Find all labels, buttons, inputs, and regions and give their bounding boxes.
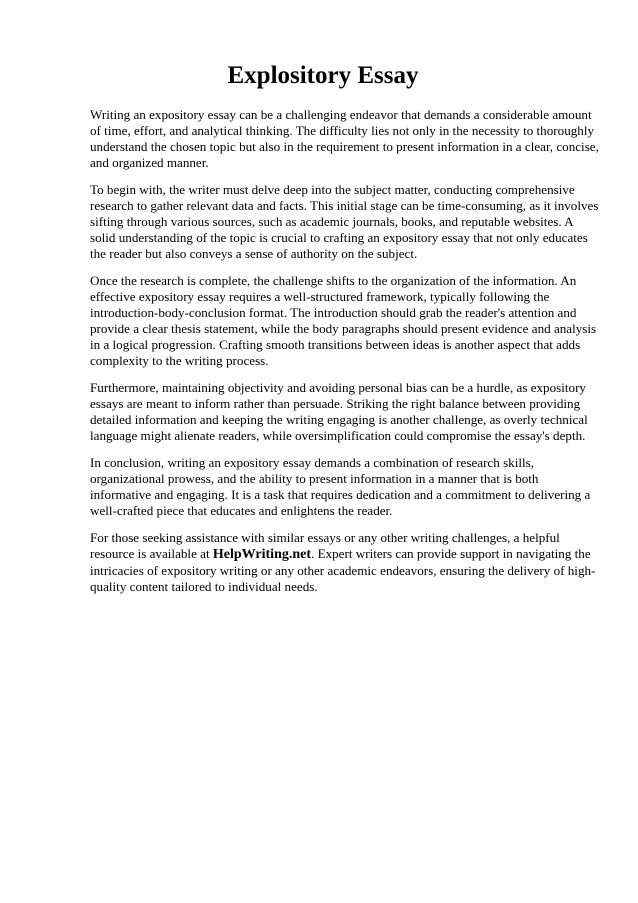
text-line: and organized manner. xyxy=(90,155,209,171)
text-line: provide a clear thesis statement, while the body paragraphs should present evidence and analysis xyxy=(90,321,597,337)
text-line: quality content tailored to individual needs. xyxy=(90,578,318,594)
text-segment: resource is available at xyxy=(90,545,213,561)
text-line: solid understanding of the topic is crucial to crafting an expository essay that not only educates xyxy=(90,230,588,246)
paragraph-conclusion xyxy=(90,454,591,519)
text-line: effective expository essay requires a well-structured framework, typically following the xyxy=(90,288,550,304)
text-line: For those seeking assistance with similar essays or any other writing challenges, a helpful xyxy=(90,529,560,545)
paragraph-organization xyxy=(90,272,597,370)
text-line: of time, effort, and analytical thinking. The difficulty lies not only in the necessity to thoroughly xyxy=(90,123,595,139)
document-title: Explository Essay xyxy=(227,62,419,89)
paragraph-objectivity xyxy=(90,379,588,444)
text-line: sifting through various sources, such as academic journals, books, and reputable websites. A xyxy=(90,214,574,230)
document-page xyxy=(90,58,599,606)
paragraph-research xyxy=(90,181,599,262)
text-line: organizational prowess, and the ability to present information in a manner that is both xyxy=(90,470,539,486)
text-line: intricacies of expository writing or any other academic endeavors, ensuring the delivery of high- xyxy=(90,562,596,578)
text-line: Once the research is complete, the challenge shifts to the organization of the information. An xyxy=(90,272,577,288)
helpwriting-link[interactable]: HelpWriting.net xyxy=(212,546,312,562)
text-line: well-crafted piece that educates and enlightens the reader. xyxy=(90,503,393,519)
text-line: complexity to the writing process. xyxy=(90,353,269,369)
text-line: research to gather relevant data and facts. This initial stage can be time-consuming, as it involves xyxy=(90,197,599,213)
text-line: detailed information and keeping the writing engaging is another challenge, as overly technical xyxy=(90,412,588,428)
text-line: essays are meant to inform rather than persuade. Striking the right balance between providing xyxy=(90,396,581,411)
text-line: Furthermore, maintaining objectivity and avoiding personal bias can be a hurdle, as expository xyxy=(90,379,586,395)
text-line: language might alienate readers, while oversimplification could compromise the essay's depth. xyxy=(90,428,586,444)
paragraph-assistance xyxy=(90,529,596,595)
text-segment: . Expert writers can provide support in navigating the xyxy=(311,545,591,561)
text-line: introduction-body-conclusion format. The introduction should grab the reader's attention and xyxy=(90,305,577,321)
text-line: informative and engaging. It is a task that requires dedication and a commitment to delivering a xyxy=(90,486,591,502)
paragraph-intro xyxy=(90,107,599,171)
text-line: the reader but also conveys a sense of authority on the subject. xyxy=(90,246,418,262)
text-line: In conclusion, writing an expository essay demands a combination of research skills, xyxy=(90,454,534,470)
text-line: To begin with, the writer must delve deep into the subject matter, conducting comprehensive xyxy=(90,181,575,197)
text-line: in a logical progression. Crafting smooth transitions between ideas is another aspect that adds xyxy=(90,337,581,353)
text-line: Writing an expository essay can be a challenging endeavor that demands a considerable amount xyxy=(90,107,592,122)
text-line: understand the chosen topic but also in the requirement to present information in a clear, concise, xyxy=(90,139,599,155)
text-line-with-link xyxy=(90,545,591,563)
